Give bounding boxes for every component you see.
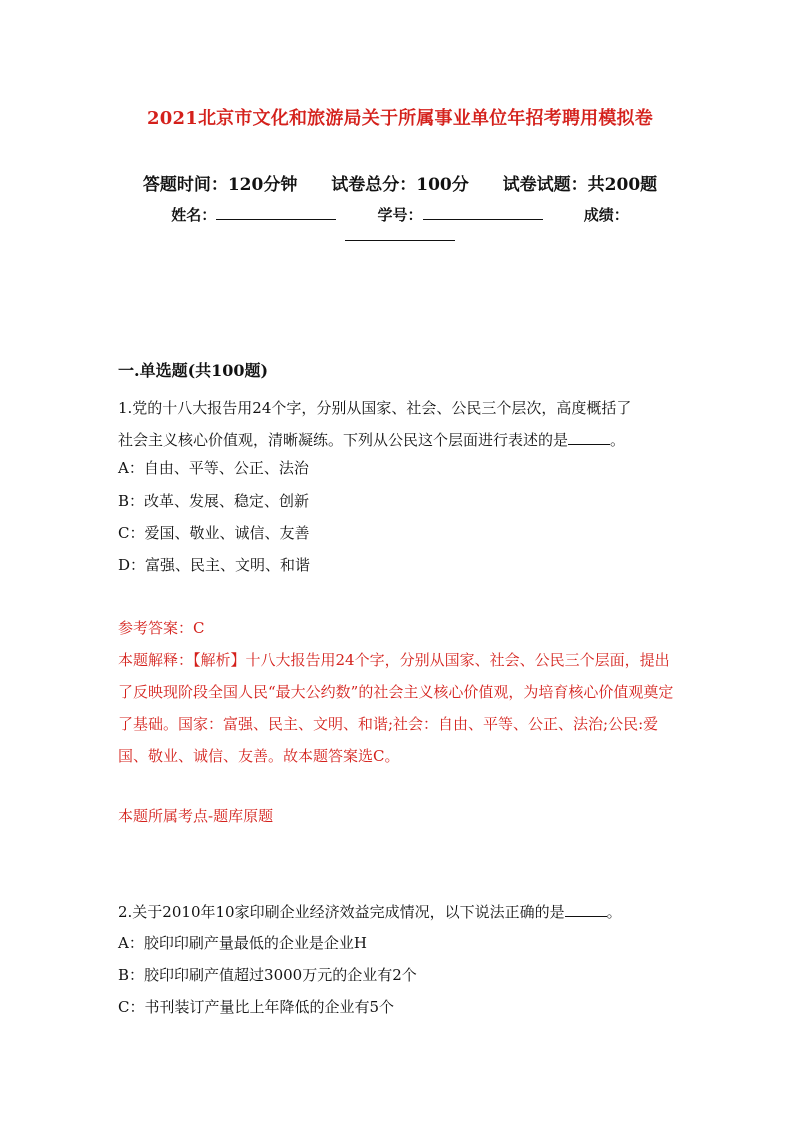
section-title: 一.单选题(共100题): [118, 361, 269, 380]
score-blank-row: [0, 226, 800, 245]
score-field: [584, 206, 629, 224]
exam-meta: [0, 170, 800, 195]
question-1-end: 。: [610, 431, 626, 449]
name-field: [171, 206, 341, 224]
question-1-option-c[interactable]: C：爱国、敬业、诚信、友善: [118, 524, 310, 542]
question-1-explanation: 本题解释：【解析】十八大报告用24个字，分别从国家、社会、公民三个层面，提出了反映现阶段全国人民“最大公约数”的社会主义核心价值观，为培育核心价值观奠定了基础。国家：富强、民主、文明、和谐;社会：自由、平等、公正、法治;公民:爱国、敬业、诚信、友善。故本题答案选C。: [118, 651, 674, 765]
name-blank[interactable]: [216, 205, 336, 220]
question-2-stem: [118, 896, 684, 928]
answer-blank: [565, 902, 607, 917]
question-2-option-a[interactable]: A：胶印印刷产量最低的企业是企业H: [118, 934, 367, 952]
question-1-source: 本题所属考点-题库原题: [118, 807, 274, 825]
id-blank[interactable]: [423, 205, 543, 220]
exam-title: 2021北京市文化和旅游局关于所属事业单位年招考聘用模拟卷: [147, 108, 653, 129]
question-2-option-c[interactable]: C：书刊装订产量比上年降低的企业有5个: [118, 998, 395, 1016]
question-1-stem: [118, 392, 684, 456]
name-label: 姓名：: [171, 206, 217, 224]
id-field: [377, 206, 547, 224]
question-1-option-a[interactable]: A：自由、平等、公正、法治: [118, 459, 309, 477]
exam-total-score: 试卷总分：100分: [331, 175, 469, 195]
question-1-answer: 参考答案：C: [118, 619, 205, 637]
question-1-line-1: 1.党的十八大报告用24个字，分别从国家、社会、公民三个层次，高度概括了: [118, 399, 632, 417]
student-info: [0, 204, 800, 225]
question-1-line-2-text: 社会主义核心价值观，清晰凝练。下列从公民这个层面进行表述的是: [118, 431, 569, 449]
question-2-line-1: [118, 896, 684, 928]
answer-blank: [568, 430, 610, 445]
question-2-option-b[interactable]: B：胶印印刷产值超过3000万元的企业有2个: [118, 966, 417, 984]
score-blank[interactable]: [345, 226, 455, 241]
exam-time: 答题时间：120分钟: [142, 175, 298, 195]
question-2-line-1-text: 2.关于2010年10家印刷企业经济效益完成情况，以下说法正确的是: [118, 903, 565, 921]
question-1-option-d[interactable]: D：富强、民主、文明、和谐: [118, 556, 311, 574]
score-label: 成绩：: [583, 206, 629, 224]
question-1-option-b[interactable]: B：改革、发展、稳定、创新: [118, 492, 310, 510]
question-2-end: 。: [606, 903, 622, 921]
id-label: 学号：: [377, 206, 423, 224]
exam-question-count: 试卷试题：共200题: [502, 175, 658, 195]
